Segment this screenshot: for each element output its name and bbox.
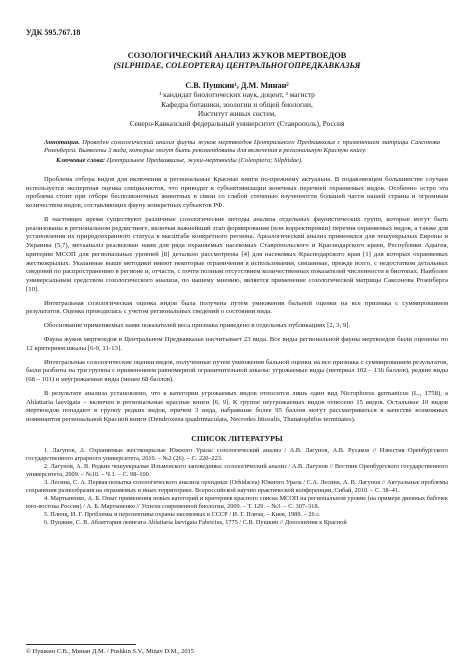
udk-code: УДК 595.767.18 — [26, 28, 81, 37]
keywords-text: Центральное Предкавказье, жуки-мертвоеды (Coleoptera; Silphidae). — [106, 157, 303, 165]
affiliation-university: Северо-Кавказский федеральный университет (Ставрополь), Россия — [129, 119, 345, 129]
body-paragraph: Фауна жуков мертвоедов в Центральном Предкавказье насчитывает 23 вида. Все виды региональной фауны мертвоедов были оценены по 12 критериям шкалы [6-9, 11-13]. — [26, 336, 448, 352]
reference-item: 2. Лагунов, А. В. Редкие чешуекрылые Ильменского заповедника: созологический анализ / А.В. Лагунов // Вестник Оренбургского государственного университета, 2009. – №10. – Ч.1. – С. 98–100. — [26, 463, 448, 479]
affiliation-degrees: ¹ кандидат биологических наук, доцент, ² магистр — [159, 90, 315, 100]
references-title: СПИСОК ЛИТЕРАТУРЫ — [191, 433, 283, 443]
reference-item: 3. Лесина, С. А. Первая попытка созологического анализа орхидных (Orhidacea) Южного Урала / С.А. Лесина, А. В. Лагунов // Актуальные проблемы сохранения разнообразия на охраняемых и иных территориях. Всероссийской научно практической конференции, Сибай, 2010. – С. 38–41. — [26, 479, 448, 495]
affiliation — [26, 90, 448, 129]
references-list — [26, 447, 448, 527]
paper-body — [26, 176, 448, 425]
abstract — [44, 139, 440, 156]
reference-item: 4. Мартыненко, А. Б. Опыт применения новых категорий и критериев красного списка МСОП на региональном уровне (на примере дневных бабочек юго-востока России) / А. Б. Мартыненко // Успехи современной биологии, 2009. – Т. 129. – №3. – С. 307–318. — [26, 495, 448, 511]
keywords — [56, 157, 440, 166]
reference-item: 1. Лагунов, А. Охраняемые жесткокрылые Южного Урала: созологический анализ / А.В. Лагунов, А.В. Русаков // Известия Оренбургского государственного аграрного университета, 2010. – №2 (26). – С. 220–223. — [26, 446, 448, 462]
body-paragraph: Проблема отбора видов для включения в региональные Красные книги по-прежнему актуальна. В подавляющем большинстве случаев используется экспертная оценка специалистов, что приводит к субъективизации конечных перечней охраняемых видов. Особенно остро эта проблема стоит при отборе беспозвоночных животных в связи со слабой степенью изученности большей части нашей страны и огромным количеством видов, составляющих фауну конкретных субъектов РФ. — [26, 175, 448, 210]
copyright-footer: © Пушкин С.В., Минан Д.М. / Pushkin S.V., Minav D.M., 2015 — [26, 648, 194, 655]
body-paragraph: В результате анализа установлено, что к категории угрожаемых видов относится лишь один вид Nicrophorus germanicus (L., 1758), а Ablattaria laevigata – включен в региональные красные книги [6, 9]. К группе неугрожаемых видов отнесено 15 видов. Остальные 10 видов мертвоедов попадают в группу редких видов, причем 3 вида, набравшие более 95 баллов могут рассматриваться в качестве возможных номинантов региональной Красной книги (Dendroxena quadrimaculata, Necrodes littoralis, Thanatophilus terminates). — [26, 389, 448, 424]
affiliation-department: Кафедра ботаники, зоологии и общей биологии, — [161, 99, 313, 109]
body-paragraph: В настоящее время существуют различные созологические методы анализа отдельных фаунистических групп, которые могут быть реализованы в региональном редлистинге, включая важнейший этап формирования (или корректировки) перечня охраняемых видов, а также для установления их природоохранного статуса в масштабе конкретного региона. Ареалогический анализ применялся для чешуекрылых Европы и Украины (5,7), метааналіз реализован нами для ряда охраняемых насекомых Ставропольского и Краснодарского краев, Республики Адыгея, критерии МСОП для региональных уровней [8] детально рассмотрены [4] для насекомых Краснодарского края [1] для которых охраняемых жесткокрылых. Указанные выше методики имеют некоторые ограничения в использовании, связанные, прежде всего, с недостатком детальных сведений по распространению в регионе и, отчасти, с почти полным отсутствием количественных показателей численности в биотопах. Наиболее универсальным средством созологического анализа, по нашему мнению, является применение созологической матрицы Саксонова Розенберга [10]. — [26, 215, 448, 293]
body-paragraph: Обоснование применяемых нами показателей веса признака приведено в отдельных публикациях [2, 3, 9]. — [44, 322, 351, 330]
keywords-label: Ключевые слова: — [56, 157, 106, 165]
affiliation-institute: Институт живых систем, — [197, 109, 277, 119]
paper-title — [26, 51, 448, 71]
reference-item: 5. Плющ, И. Г. Проблемы и перспективы охраны насекомых в СССР / И. Г. Плющ. – Киев, 1989. – 26 с. — [44, 511, 321, 519]
reference-item: 6. Пушкин, С. В. Аблаттария левигата Ablattaria laevigata Fabricius, 1775 / С.В. Пушкин // Дополнения к Красной — [44, 519, 347, 527]
abstract-label: Аннотация. — [44, 138, 80, 146]
title-line-2: (SILPHIDAE, COLEOPTERA) ЦЕНТРАЛЬНОГОПРЕДКАВКАЗЬЯ — [113, 61, 361, 71]
abstract-text: Проведен созологический анализ фауны жуков мертвоедов Центрального Предкавказья с применением матрицы Сахсонова Розенберга. Выявлены 3 вида, которые могут быть рекомендованы для включения в региональную Красную книгу. — [44, 138, 441, 155]
body-paragraph: Интегральная созологическая оценка видов была получена путем умножения бальной оценки на все признака с суммированием результатов. Оценка проводилась с учетом региональных сведений о состоянии вида. — [26, 299, 448, 316]
title-line-1: СОЗОЛОГИЧЕСКИЙ АНАЛИЗ ЖУКОВ МЕРТВОЕДОВ — [127, 51, 347, 60]
authors: С.В. Пушкин¹, Д.М. Минан² — [185, 81, 289, 91]
body-paragraph: Интегральные созологические оценки видов, полученные путем умножения бальной оценки на все признака с суммированием результатов, были разбиты на три группы с применением равномерной ограничительной шкалы: угрожаемые виды (интервал 102 – 136 баллов), редкие виды (68 – 101) и неугрожаемые виды (менее 68 баллов). — [26, 358, 448, 384]
footer-divider — [26, 644, 136, 645]
